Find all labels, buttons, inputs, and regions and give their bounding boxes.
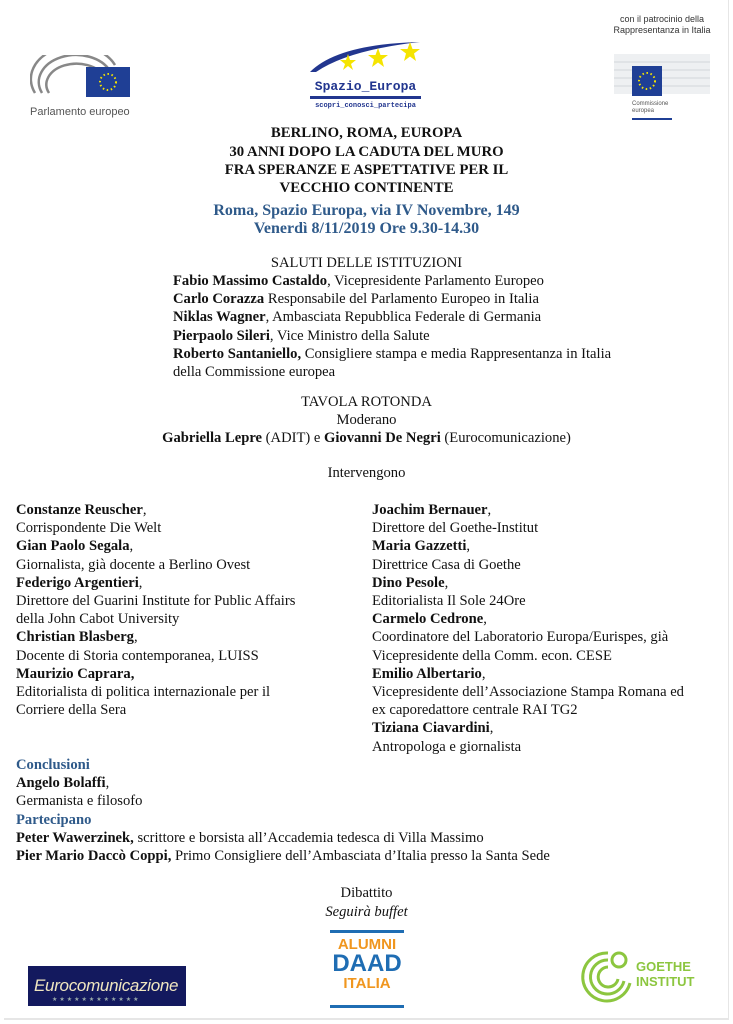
spazio-europa-name: Spazio_Europa [314, 79, 417, 94]
stars-swoosh-icon [308, 38, 423, 74]
commissione-label: Commissione europea [632, 101, 669, 114]
saluti-item: Roberto Santaniello, Consigliere stampa e media Rappresentanza in Italia [173, 345, 612, 362]
partecipano-heading: Partecipano [16, 811, 92, 828]
parlamento-europeo-logo [30, 55, 140, 118]
moderators: Gabriella Lepre (ADIT) e Giovanni De Negri (Eurocomunicazione) [162, 430, 571, 446]
daad-italia: ITALIA [343, 975, 391, 992]
speaker-name: Maurizio Caprara, [16, 665, 135, 682]
spazio-europa-logo [308, 38, 423, 110]
daad-name: DAAD [332, 950, 402, 977]
saluti-item: Carlo Corazza Responsabile del Parlamento Europeo in Italia [173, 291, 539, 308]
dibattito: Dibattito [340, 885, 393, 901]
speaker-name: Christian Blasberg, [16, 629, 138, 646]
speaker-name: Constanze Reuscher, [16, 502, 147, 518]
speaker-role: Vicepresidente dell’Associazione Stampa Romana ed [372, 684, 684, 701]
saluti-continuation: della Commissione europea [173, 364, 336, 381]
moderano-label: Moderano [336, 412, 397, 428]
speaker-role: Direttore del Goethe-Institut [372, 520, 539, 537]
conclusioni-heading: Conclusioni [16, 757, 90, 773]
conclusioni-role: Germanista e filosofo [16, 793, 143, 810]
speaker-role: Giornalista, già docente a Berlino Ovest [16, 556, 251, 573]
logo-underline [310, 96, 421, 99]
conclusioni-speaker: Angelo Bolaffi, [16, 775, 110, 792]
venue: Roma, Spazio Europa, via IV Novembre, 149 [213, 202, 520, 219]
speaker-role: Corrispondente Die Welt [16, 520, 162, 537]
title-line-4: VECCHIO CONTINENTE [279, 180, 454, 196]
goethe-institut-logo [574, 945, 709, 1005]
speaker-role: Docente di Storia contemporanea, LUISS [16, 647, 259, 664]
speaker-name: Carmelo Cedrone, [372, 611, 487, 628]
partecipano-item: Peter Wawerzinek, scrittore e borsista all’Accademia tedesca di Villa Massimo [16, 829, 484, 846]
goethe-rings-icon [574, 945, 636, 1005]
speakers-right-column [372, 501, 684, 756]
stars-row-icon: ★★★★★★★★★★★★ [52, 997, 141, 1003]
title-line-1: BERLINO, ROMA, EUROPA [270, 125, 463, 141]
intervengono-heading: Intervengono [327, 465, 406, 481]
saluti-list [173, 272, 611, 381]
event-date: Venerdì 8/11/2019 Ore 9.30-14.30 [253, 220, 480, 237]
speaker-role: Vicepresidente della Comm. econ. CESE [372, 647, 612, 664]
speaker-role: Direttrice Casa di Goethe [372, 556, 521, 573]
spazio-europa-tagline: scopri_conosci_partecipa [315, 102, 416, 110]
saluti-item: Niklas Wagner, Ambasciata Repubblica Federale di Germania [173, 309, 542, 326]
saluti-heading: SALUTI DELLE ISTITUZIONI [270, 255, 463, 271]
alumni-daad-logo [330, 930, 404, 1008]
title-line-2: 30 ANNI DOPO LA CADUTA DEL MURO [229, 144, 504, 160]
speaker-role: Coordinatore del Laboratorio Europa/Eurispes, già [372, 629, 669, 646]
speaker-role: Direttore del Guarini Institute for Public Affairs [16, 593, 296, 610]
speaker-name: Joachim Bernauer, [372, 502, 492, 518]
speaker-role: Editorialista di politica internazionale per il [16, 684, 271, 701]
eurocomunicazione-logo [28, 966, 186, 1006]
speaker-role: Antropologa e giornalista [372, 738, 522, 755]
speaker-role: della John Cabot University [16, 611, 180, 628]
parlamento-label: Parlamento europeo [30, 106, 130, 118]
speaker-role: Editorialista Il Sole 24Ore [372, 593, 526, 610]
daad-alumni: ALUMNI [337, 936, 397, 953]
speaker-name: Federigo Argentieri, [16, 574, 143, 591]
commissione-europea-logo [612, 48, 712, 118]
speaker-role: ex caporedattore centrale RAI TG2 [372, 702, 578, 719]
commissione-underline [632, 118, 672, 120]
speaker-name: Emilio Albertario, [372, 665, 486, 682]
speaker-name: Maria Gazzetti, [372, 538, 471, 555]
speaker-role: Corriere della Sera [16, 702, 127, 719]
buffet-note: Seguirà buffet [325, 904, 408, 920]
speaker-name: Tiziana Ciavardini, [372, 720, 494, 737]
patrocinio-text: con il patrocinio della Rappresentanza in Italia [613, 14, 711, 35]
saluti-item: Pierpaolo Sileri, Vice Ministro della Salute [173, 327, 430, 344]
berlaymont-icon [612, 48, 712, 96]
title-line-3: FRA SPERANZE E ASPETTATIVE PER IL [224, 162, 509, 178]
speaker-name: Dino Pesole, [372, 574, 449, 591]
closing-section [16, 756, 550, 865]
goethe-label: GOETHE INSTITUT [636, 959, 695, 989]
tavola-heading: TAVOLA ROTONDA [301, 394, 432, 410]
speaker-name: Gian Paolo Segala, [16, 538, 134, 555]
hemicycle-icon [30, 55, 140, 100]
saluti-item: Fabio Massimo Castaldo, Vicepresidente Parlamento Europeo [173, 273, 544, 289]
speakers-left-column [16, 501, 295, 719]
eurocomunicazione-label: Eurocomunicazione [34, 976, 179, 995]
partecipano-item: Pier Mario Daccò Coppi, Primo Consigliere dell’Ambasciata d’Italia presso la Santa Sede [16, 848, 550, 865]
